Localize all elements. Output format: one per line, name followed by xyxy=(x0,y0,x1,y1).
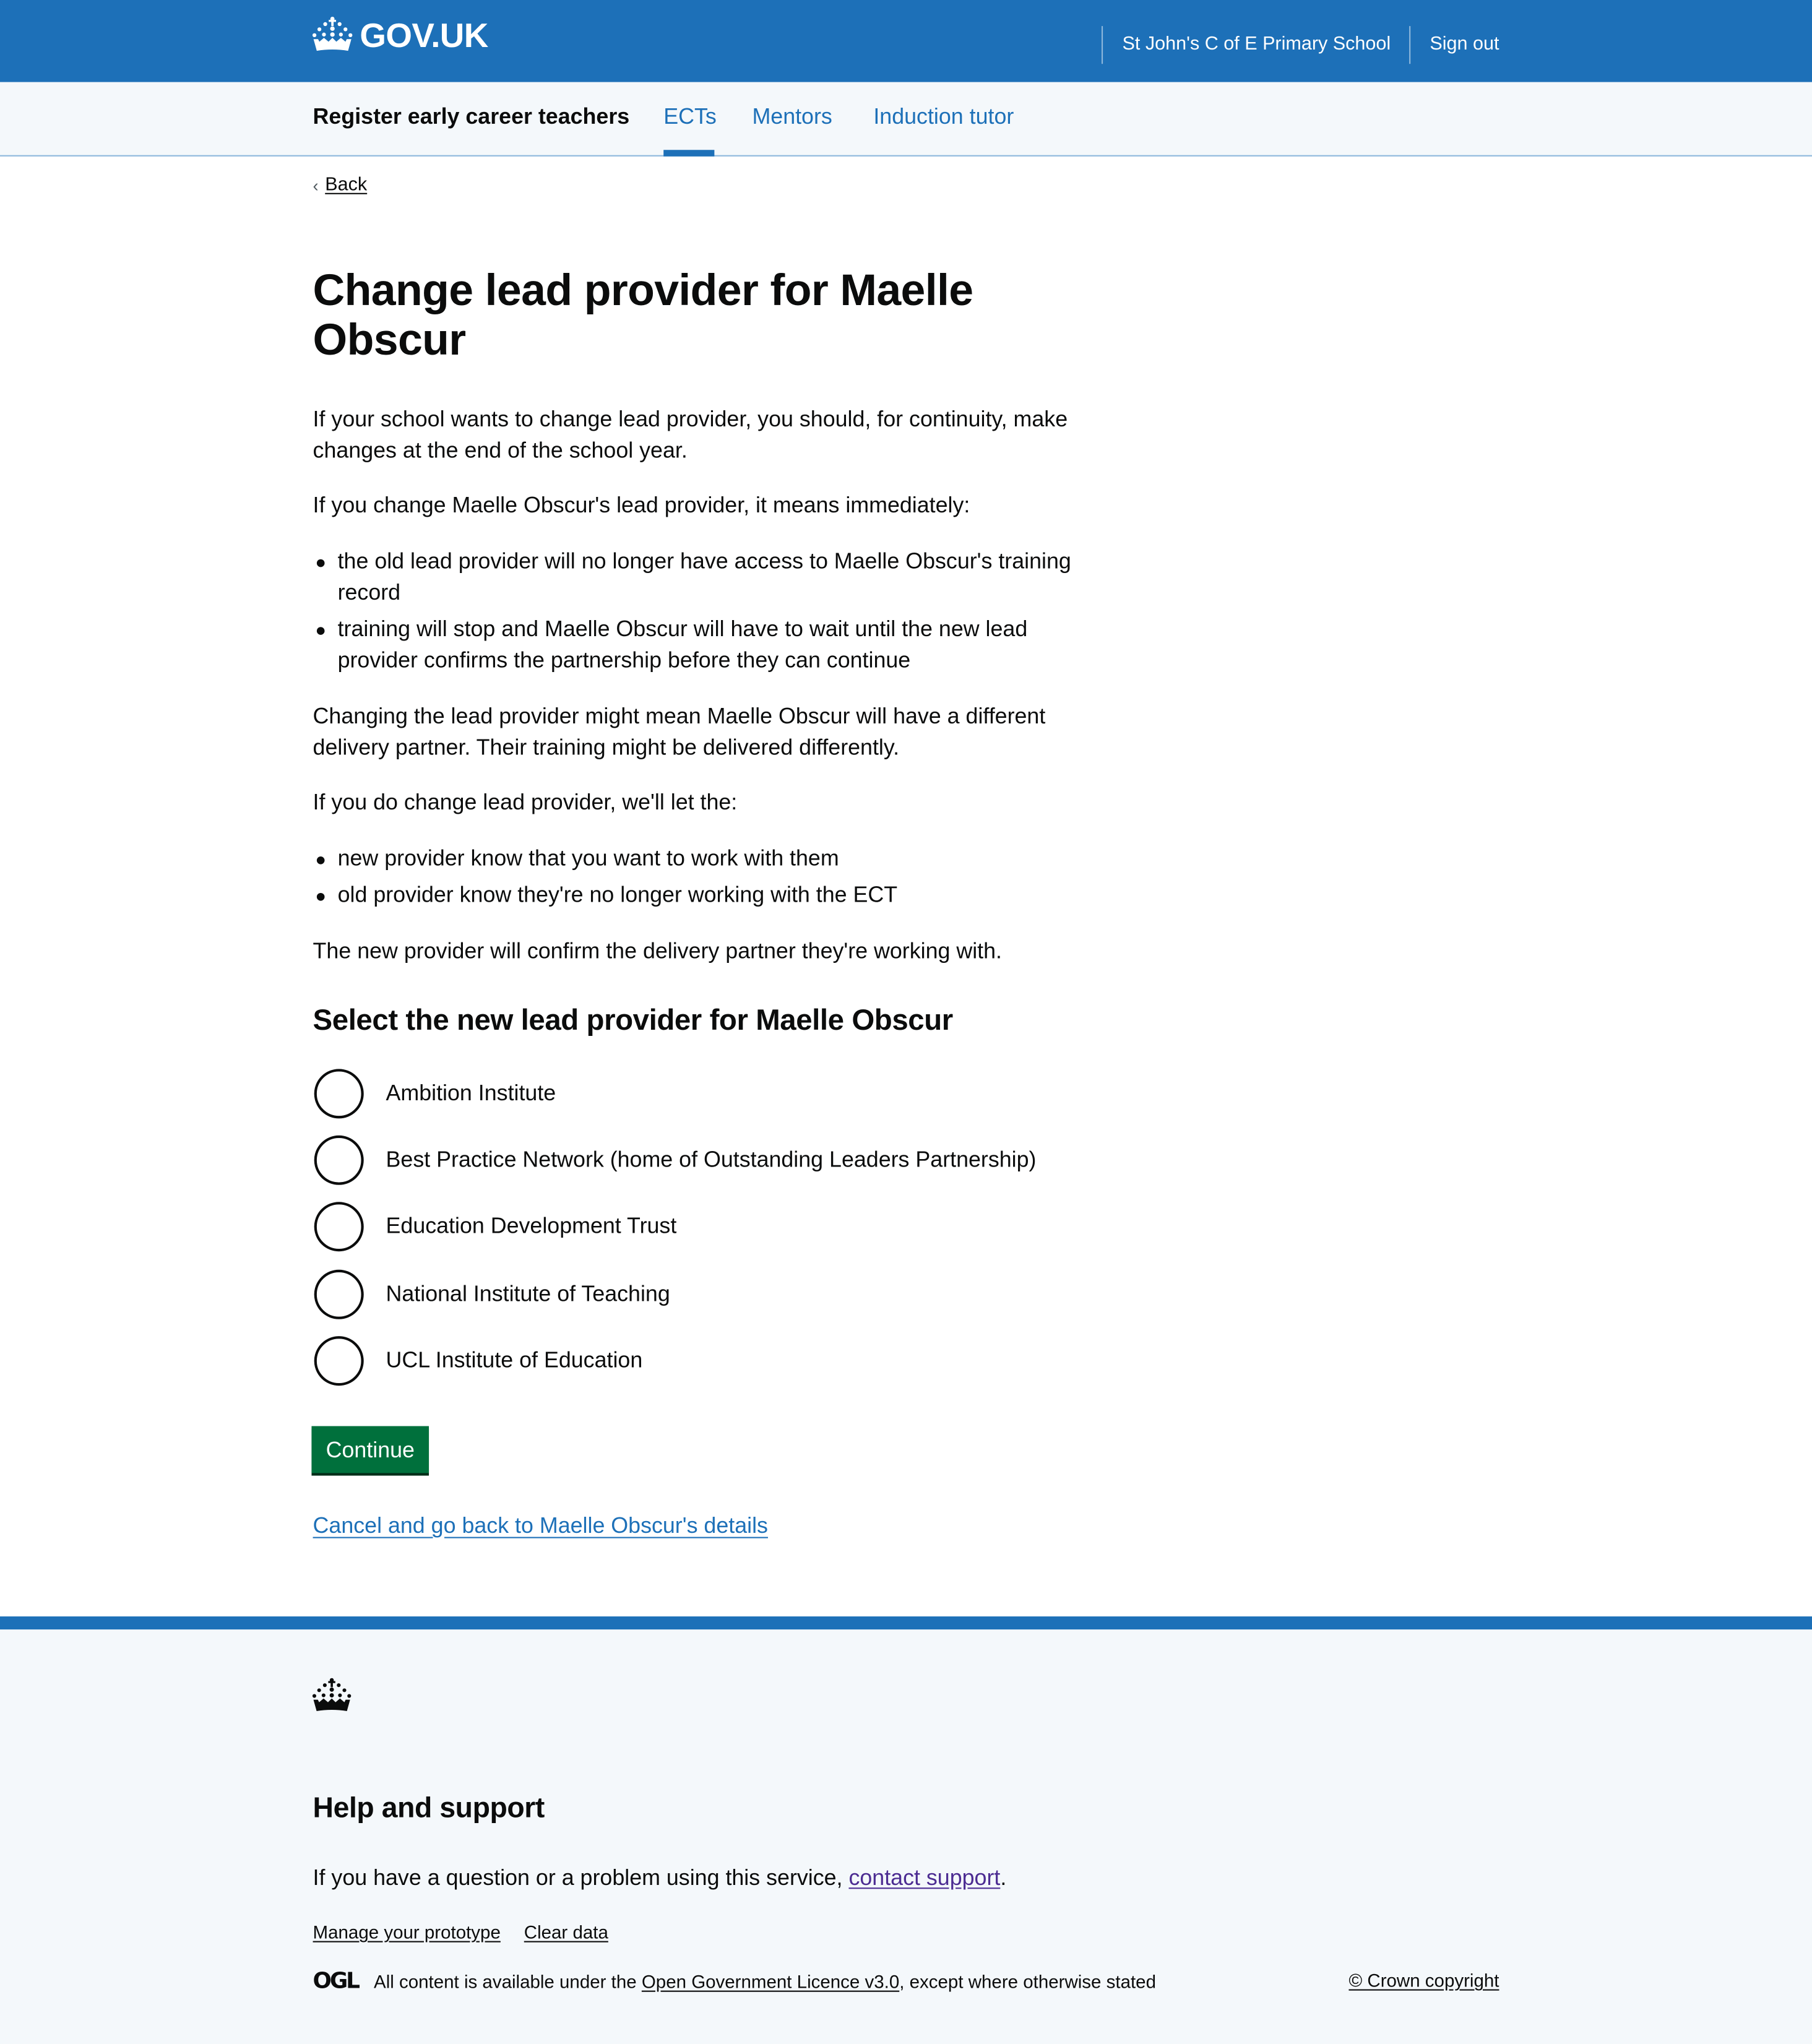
list-item: the old lead provider will no longer have access to Maelle Obscur's training record xyxy=(313,546,1095,609)
delivery-partner-paragraph: Changing the lead provider might mean Maelle Obscur will have a different delivery partner. Their training might be delivered differently. xyxy=(313,704,1046,761)
crown-icon xyxy=(311,15,353,54)
continue-button[interactable]: Continue xyxy=(311,1426,429,1473)
radio-ambition-institute[interactable] xyxy=(313,1067,1037,1119)
help-heading: Help and support xyxy=(313,1791,545,1824)
radio-label: National Institute of Teaching xyxy=(386,1280,670,1306)
radio-group-legend: Select the new lead provider for Maelle Obscur xyxy=(313,1004,953,1037)
list-item: training will stop and Maelle Obscur will have to wait until the new lead provider confirms the partnership before they can continue xyxy=(313,614,1095,676)
school-name-link[interactable]: St John's C of E Primary School xyxy=(1102,26,1409,64)
radio-ucl-institute-of-education[interactable] xyxy=(313,1335,1037,1387)
notify-list xyxy=(313,843,1095,916)
consequences-list xyxy=(313,546,1095,682)
nav-item-induction-tutor[interactable]: Induction tutor xyxy=(873,104,1014,129)
radio-button[interactable] xyxy=(314,1269,364,1319)
list-item: old provider know they're no longer working with the ECT xyxy=(313,880,1095,912)
list-item: new provider know that you want to work with them xyxy=(313,843,1095,875)
nav-item-mentors[interactable]: Mentors xyxy=(752,104,832,129)
confirm-paragraph: The new provider will confirm the delivery partner they're working with. xyxy=(313,938,1003,964)
licence-suffix: , except where otherwise stated xyxy=(899,1971,1157,1992)
manage-prototype-link[interactable]: Manage your prototype xyxy=(313,1921,501,1943)
radio-button[interactable] xyxy=(314,1069,364,1118)
radio-button[interactable] xyxy=(314,1336,364,1386)
govuk-header xyxy=(0,0,1812,82)
licence-prefix: All content is available under the xyxy=(374,1971,637,1992)
active-nav-indicator xyxy=(663,150,714,157)
help-text-prefix: If you have a question or a problem using this service, xyxy=(313,1865,849,1891)
back-link[interactable] xyxy=(313,175,368,196)
service-name: Register early career teachers xyxy=(313,104,630,129)
radio-label: UCL Institute of Education xyxy=(386,1347,643,1373)
sign-out-link[interactable]: Sign out xyxy=(1409,26,1499,64)
footer xyxy=(0,1616,1812,2044)
service-navigation xyxy=(0,82,1812,157)
lead-provider-radio-group xyxy=(313,1067,1037,1401)
help-text-suffix: . xyxy=(1000,1865,1007,1891)
radio-best-practice-network[interactable] xyxy=(313,1134,1037,1186)
cancel-link[interactable]: Cancel and go back to Maelle Obscur's details xyxy=(313,1513,768,1538)
footer-links xyxy=(313,1921,632,1943)
intro-paragraph: If your school wants to change lead provider, you should, for continuity, make changes at the end of the school year. xyxy=(313,407,1068,463)
chevron-left-icon: ‹ xyxy=(313,175,319,195)
crown-copyright-link[interactable]: © Crown copyright xyxy=(1348,1969,1499,1991)
consequences-intro: If you change Maelle Obscur's lead provider, it means immediately: xyxy=(313,493,970,518)
page-title: Change lead provider for Maelle Obscur xyxy=(313,265,973,365)
radio-button[interactable] xyxy=(314,1202,364,1252)
back-link-label: Back xyxy=(325,175,368,196)
crown-icon xyxy=(311,1676,352,1715)
nav-item-ects[interactable]: ECTs xyxy=(663,104,717,129)
licence-statement xyxy=(313,1969,1156,1994)
radio-label: Best Practice Network (home of Outstanding Leaders Partnership) xyxy=(386,1147,1037,1173)
radio-button[interactable] xyxy=(314,1136,364,1185)
help-text xyxy=(313,1865,1007,1891)
govuk-logo-link[interactable] xyxy=(311,15,488,54)
header-nav xyxy=(1102,26,1499,64)
notify-intro: If you do change lead provider, we'll let the: xyxy=(313,790,738,815)
logo-text: GOV.UK xyxy=(360,15,488,55)
clear-data-link[interactable]: Clear data xyxy=(524,1921,608,1943)
open-government-licence-link[interactable]: Open Government Licence v3.0 xyxy=(641,1971,900,1992)
ogl-logo-icon: OGL xyxy=(313,1968,358,1994)
radio-education-development-trust[interactable] xyxy=(313,1201,1037,1253)
radio-national-institute-of-teaching[interactable] xyxy=(313,1268,1037,1320)
contact-support-link[interactable]: contact support xyxy=(848,1865,1001,1891)
radio-label: Ambition Institute xyxy=(386,1080,556,1106)
radio-label: Education Development Trust xyxy=(386,1214,677,1239)
